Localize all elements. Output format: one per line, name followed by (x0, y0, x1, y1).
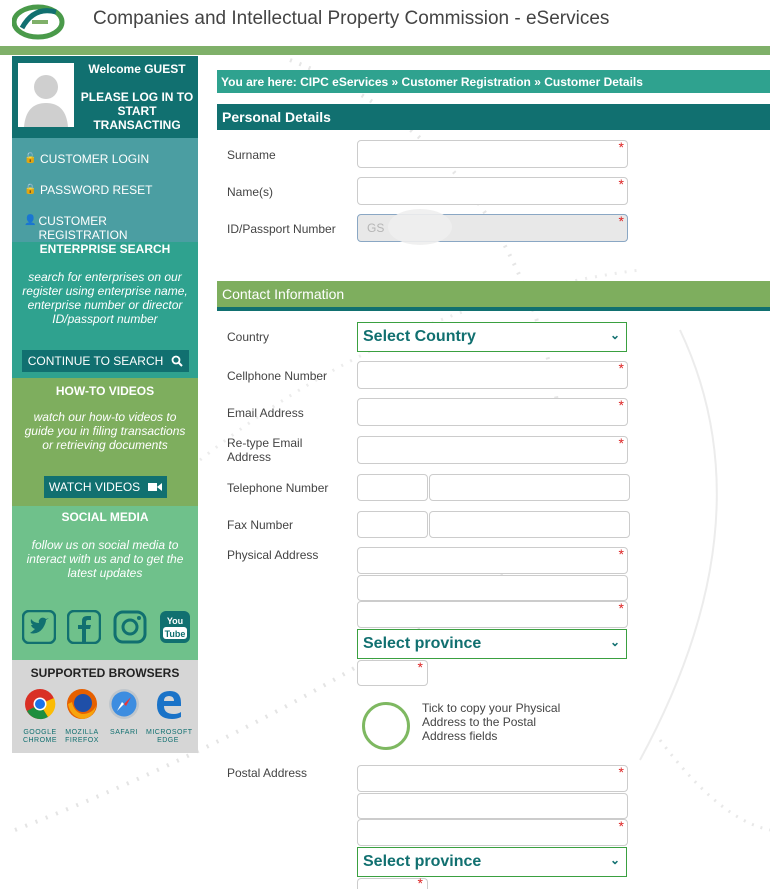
browser-label: MICROSOFT EDGE (146, 729, 193, 744)
social-icons (22, 610, 192, 644)
nav-label: CUSTOMER REGISTRATION (38, 214, 128, 242)
required-marker: * (618, 176, 624, 192)
video-camera-icon (148, 482, 162, 492)
search-icon (171, 355, 183, 367)
login-prompt: PLEASE LOG IN TO START TRANSACTING (80, 90, 194, 132)
button-label: WATCH VIDEOS (48, 480, 141, 494)
cipc-logo[interactable] (12, 2, 66, 40)
header-divider (0, 46, 770, 55)
browsers-heading: SUPPORTED BROWSERS (30, 666, 180, 680)
surname-field[interactable] (357, 140, 628, 168)
physical-address-label: Physical Address (227, 548, 319, 562)
browser-chrome[interactable] (18, 688, 62, 745)
welcome-panel (12, 56, 198, 138)
postal-address-line2[interactable] (357, 793, 628, 819)
welcome-title: Welcome GUEST (88, 62, 186, 76)
howto-text: watch our how-to videos to guide you in filing transactions or retrieving documents (24, 410, 186, 452)
social-media-panel (12, 506, 198, 660)
nav-customer-login[interactable] (24, 152, 149, 166)
browser-label: SAFARI (110, 729, 138, 736)
youtube-icon[interactable] (158, 610, 192, 644)
physical-province-select[interactable] (357, 629, 627, 659)
chevron-down-icon: ⌄ (609, 328, 620, 342)
postal-address-line1[interactable] (357, 765, 628, 792)
retype-email-field[interactable] (357, 436, 628, 464)
lock-icon: 🔒 (24, 184, 37, 195)
button-label: CONTINUE TO SEARCH (27, 354, 164, 368)
nav-password-reset[interactable] (24, 183, 152, 197)
email-label: Email Address (227, 406, 304, 420)
postal-address-label: Postal Address (227, 766, 308, 780)
social-heading: SOCIAL MEDIA (61, 510, 149, 524)
telephone-label: Telephone Number (227, 481, 329, 495)
site-header (0, 0, 770, 46)
browser-label: GOOGLE CHROME (22, 729, 58, 744)
chrome-icon (24, 688, 56, 720)
postal-postal-code-field[interactable] (357, 875, 428, 891)
copy-address-checkbox[interactable] (362, 702, 410, 750)
names-label: Name(s) (227, 185, 274, 199)
browser-safari[interactable] (102, 688, 146, 737)
physical-address-line1[interactable] (357, 547, 628, 574)
edge-icon (152, 688, 184, 720)
names-field[interactable] (357, 177, 628, 205)
nav-label: PASSWORD RESET (40, 183, 153, 197)
province-select-value: Select province (363, 853, 482, 870)
svg-text:You: You (166, 616, 184, 626)
required-marker: * (417, 875, 423, 891)
chevron-down-icon: ⌄ (609, 853, 620, 867)
safari-icon (108, 688, 140, 720)
enterprise-search-text: search for enterprises on our register using enterprise name, enterprise number or director ID/passport number (22, 270, 188, 326)
required-marker: * (618, 764, 624, 780)
sidebar (12, 56, 198, 753)
enterprise-search-panel (12, 242, 198, 378)
required-marker: * (618, 435, 624, 451)
physical-address-city[interactable] (357, 601, 628, 628)
browser-edge[interactable] (146, 688, 193, 745)
cellphone-field[interactable] (357, 361, 628, 389)
telephone-number-field[interactable] (429, 474, 630, 501)
required-marker: * (618, 139, 624, 155)
id-passport-value: GS (367, 221, 385, 235)
continue-search-button[interactable] (22, 350, 189, 372)
surname-label: Surname (227, 148, 276, 162)
breadcrumb: You are here: CIPC eServices » Customer Registration » Customer Details (217, 70, 770, 93)
fax-number-field[interactable] (429, 511, 630, 538)
unlock-icon: 🔓 (24, 153, 37, 164)
howto-videos-panel (12, 378, 198, 506)
email-field[interactable] (357, 398, 628, 426)
contact-information-heading: Contact Information (217, 281, 770, 311)
physical-postal-code-field[interactable] (357, 660, 428, 686)
twitter-icon[interactable] (22, 610, 56, 644)
social-text: follow us on social media to interact with us and to get the latest updates (26, 538, 184, 580)
watch-videos-button[interactable] (44, 476, 167, 498)
facebook-icon[interactable] (67, 610, 101, 644)
account-nav (12, 138, 198, 242)
required-marker: * (618, 818, 624, 834)
required-marker: * (618, 360, 624, 376)
site-title: Companies and Intellectual Property Commission - eServices (93, 8, 610, 29)
required-marker: * (618, 213, 624, 229)
postal-address-city[interactable] (357, 819, 628, 846)
svg-text:Tube: Tube (164, 629, 186, 639)
required-marker: * (618, 397, 624, 413)
retype-email-label: Re-type Email Address (227, 436, 303, 464)
telephone-code-field[interactable] (357, 474, 428, 501)
id-passport-field[interactable] (357, 214, 628, 242)
howto-heading: HOW-TO VIDEOS (55, 384, 155, 398)
fax-label: Fax Number (227, 518, 294, 532)
user-icon: 👤 (24, 215, 37, 226)
province-select-value: Select province (363, 635, 482, 652)
supported-browsers-panel (12, 660, 198, 753)
cellphone-label: Cellphone Number (227, 369, 328, 383)
physical-address-line2[interactable] (357, 575, 628, 601)
country-select-value: Select Country (363, 328, 476, 345)
required-marker: * (618, 600, 624, 616)
postal-province-select[interactable] (357, 847, 627, 877)
required-marker: * (417, 659, 423, 675)
redaction-blur (388, 209, 452, 245)
browser-label: MOZILLA FIREFOX (65, 729, 99, 744)
country-label: Country (227, 330, 270, 344)
nav-label: CUSTOMER LOGIN (40, 152, 150, 166)
personal-details-heading: Personal Details (217, 104, 770, 130)
copy-address-label: Tick to copy your Physical Address to the Postal Address fields (422, 701, 561, 743)
browser-firefox[interactable] (60, 688, 104, 745)
required-marker: * (618, 546, 624, 562)
country-select[interactable] (357, 322, 627, 352)
firefox-icon (66, 688, 98, 720)
nav-customer-registration[interactable] (24, 214, 144, 242)
instagram-icon[interactable] (113, 610, 147, 644)
enterprise-search-heading: ENTERPRISE SEARCH (39, 242, 171, 256)
fax-code-field[interactable] (357, 511, 428, 538)
avatar (18, 63, 74, 127)
chevron-down-icon: ⌄ (609, 635, 620, 649)
id-passport-label: ID/Passport Number (227, 222, 336, 236)
